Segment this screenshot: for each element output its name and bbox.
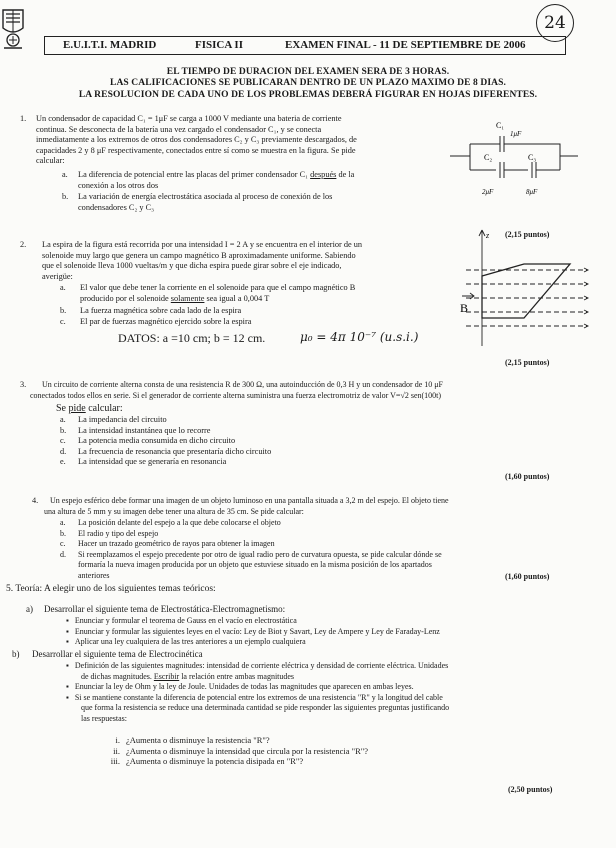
- field-b-label: B: [460, 301, 469, 315]
- problem-2a-text: El valor que debe tener la corriente en el solenoide para que el campo magnético B producido por el solenoide solamente sea igual a 0,004 T: [80, 283, 356, 303]
- list-item: ▪ Enunciar y formular el teorema de Gauss en el vacío en electrostática: [66, 616, 297, 625]
- problem-2c-label: c.: [60, 317, 66, 326]
- problem-4-line-1: Un espejo esférico debe formar una imagen de un objeto luminoso en una pantalla situada a 3,2 m del espejo. El objeto tiene: [50, 496, 449, 505]
- c1-value: 1μF: [510, 130, 522, 138]
- problem-4-line-2: una altura de 5 mm y su imagen debe tener una altura de 35 cm. Se pide calcular:: [44, 507, 304, 516]
- c1-label: C₁: [496, 121, 505, 130]
- problem-1-points: (2,15 puntos): [505, 230, 550, 239]
- list-item: ▪ Si se mantiene constante la diferencia de potencial entre los extremos de una resistencia "R" y la longitud del cable: [66, 692, 443, 702]
- problem-1-statement: [36, 114, 456, 167]
- problem-3-number: 3.: [20, 380, 27, 389]
- problem-2c-text: El par de fuerzas magnético ejercido sobre la espira: [80, 317, 252, 326]
- problem-2a-label: a.: [60, 283, 66, 292]
- problem-1-line: capacidades 2 y 8 μF respectivamente, conectados entre sí como se muestra en la figura. Se pide: [36, 145, 356, 155]
- list-item: ▪ Definición de las siguientes magnitudes: intensidad de corriente eléctrica y densidad de corriente eléctrica. Unidades: [66, 661, 449, 670]
- problem-4-items: a. La posición delante del espejo a la que debe colocarse el objeto b. El radio y tipo del espejo c. Hacer un trazado geométrico de rayos para obtener la imagen d. Si reemplazamos el espejo precedente por otro de igual radio pero de curvatura opuesta, se pide calcular dónde se formaría la nueva imagen producida por un objeto que estuviese situado en la misma posición de los apartados anteriores: [60, 518, 442, 580]
- problem-4-points: (1,60 puntos): [505, 572, 550, 581]
- school-name: E.U.I.T.I. MADRID: [63, 39, 157, 51]
- list-item: ▪ Enunciar la ley de Ohm y la ley de Joule. Unidades de todas las magnitudes que aparecen en ambas leyes.: [66, 682, 414, 691]
- problem-2-statement: La espira de la figura está recorrida por una intensidad I = 2 A y se encuentra en el interior de un solenoide muy largo que genera un campo magnético B aproximadamente uniforme. Sabiendo que el solenoide lleva 1000 vueltas/m y que dicha espira puede girar sobre el eje indicado, averigüe:: [42, 240, 363, 281]
- c2-value: 2μF: [482, 188, 494, 196]
- problem-3-line-2: conectados todos ellos en serie. Si el generador de corriente alterna suministra una fuerza electromotriz de valor V=√2 sen(100t): [30, 391, 442, 400]
- exam-title: EXAMEN FINAL - 11 DE SEPTIEMBRE DE 2006: [285, 39, 526, 51]
- problem-3-points: (1,60 puntos): [505, 472, 550, 481]
- loop-in-solenoid-figure: [460, 226, 592, 350]
- c3-value: 8μF: [526, 188, 538, 196]
- problem-1-number: 1.: [20, 114, 27, 123]
- c3-label: C₃: [528, 153, 537, 162]
- problem-2b-label: b.: [60, 306, 67, 315]
- problem-1-line: calcular:: [36, 156, 65, 165]
- theory-a-label: a): [26, 604, 33, 614]
- c2-label: C₂: [484, 153, 493, 162]
- axis-label: z: [486, 231, 490, 240]
- problem-5-title: 5. Teoría: A elegir uno de los siguientes temas teóricos:: [6, 584, 216, 594]
- list-item: d. Si reemplazamos el espejo precedente por otro de igual radio pero de curvatura opuesta, se pide calcular dónde se: [60, 549, 442, 559]
- exam-header-box: [44, 36, 566, 55]
- notice-separate-sheets: LA RESOLUCION DE CADA UNO DE LOS PROBLEMAS DEBERÁ FIGURAR EN HOJAS DIFERENTES.: [78, 90, 538, 100]
- list-item: c. Hacer un trazado geométrico de rayos para obtener la imagen: [60, 539, 275, 548]
- theory-a-items: [66, 616, 606, 648]
- list-item: ▪ Enunciar y formular las siguientes leyes en el vacío: Ley de Biot y Savart, Ley de Ampere y Ley de Faraday-Lenz: [66, 626, 440, 636]
- notice-duration: EL TIEMPO DE DURACION DEL EXAMEN SERA DE 3 HORAS.: [166, 67, 450, 77]
- problem-2-points: (2,15 puntos): [505, 358, 550, 367]
- handwritten-mu0-note: μ₀ = 4π 10⁻⁷ (u.s.i.): [300, 330, 419, 344]
- list-item: a. La posición delante del espejo a la que debe colocarse el objeto: [60, 518, 281, 527]
- problem-1-line: inmediatamente a los extremos de otros dos condensadores C₂ y C₃ previamente descargados, de: [36, 135, 357, 144]
- list-item: b. El radio y tipo del espejo: [60, 528, 159, 538]
- problem-1b-text: La variación de energía electrostática asociada al proceso de conexión de los condensadores C₂ y C₃: [78, 192, 333, 212]
- problem-3-items: [60, 415, 271, 468]
- list-item: b. La intensidad instantánea que lo recorre: [60, 425, 211, 435]
- list-item: c. La potencia media consumida en dicho circuito: [60, 436, 236, 445]
- notice-publication: LAS CALIFICACIONES SE PUBLICARAN DENTRO DE UN PLAZO MAXIMO DE 8 DIAS.: [110, 78, 506, 88]
- problem-1-line: Un condensador de capacidad C₁ = 1μF se carga a 1000 V mediante una bateria de corriente: [36, 114, 342, 123]
- problem-2-data: DATOS: a =10 cm; b = 12 cm.: [118, 331, 266, 345]
- capacitor-circuit-figure: [450, 114, 580, 200]
- theory-b-items: ▪ Definición de las siguientes magnitudes: intensidad de corriente eléctrica y densidad de corriente eléctrica. Unidades de dichas magnitudes. Escribir la relación entre ambas magnitudes ▪ Enunciar la ley de Ohm y la ley de Joule. Unidades de todas las magnitudes que aparecen en ambas leyes. ▪ Si se mantiene constante la diferencia de potencial entre los extremos de una resistencia "R" y la longitud del cable que forma la resistencia se reduce una determinada cantidad se pide responder las siguientes preguntas justificando las respuestas:: [66, 661, 611, 724]
- handwritten-page-number: 24: [536, 4, 574, 42]
- problem-3-request: Se pide calcular:: [56, 403, 123, 414]
- problem-5-points: (2,50 puntos): [508, 785, 553, 794]
- list-item: ▪ Aplicar una ley cualquiera de las tres anteriores a un ejemplo cualquiera: [66, 637, 306, 646]
- list-item: ii. ¿Aumenta o disminuye la intensidad que circula por la resistencia "R"?: [113, 745, 369, 756]
- list-item: i. ¿Aumenta o disminuye la resistencia "R"?: [115, 735, 270, 745]
- list-item: e. La intensidad que se generaría en resonancia: [60, 457, 227, 466]
- problem-3-line-1: Un circuito de corriente alterna consta de una resistencia R de 300 Ω, una autoinducción de 0,3 H y un condensador de 10 μF: [42, 380, 443, 389]
- list-item: d. La frecuencia de resonancia que presentaría dicho circuito: [60, 446, 272, 456]
- problem-2b-text: La fuerza magnética sobre cada lado de la espira: [80, 306, 242, 315]
- problem-4-number: 4.: [32, 496, 39, 505]
- list-item: a. La impedancia del circuito: [60, 415, 167, 424]
- problem-1a-text: La diferencia de potencial entre las placas del primer condensador C₁ después de la conexión a los otros dos: [78, 170, 355, 190]
- theory-questions: [100, 735, 368, 767]
- list-item: iii. ¿Aumenta o disminuye la potencia disipada en "R"?: [110, 756, 304, 766]
- theory-b-title: Desarrollar el siguiente tema de Electrocinética: [32, 649, 203, 659]
- subject-name: FISICA II: [195, 39, 243, 51]
- problem-1a-label: a.: [62, 170, 68, 179]
- problem-2-number: 2.: [20, 240, 27, 249]
- problem-1b-label: b.: [62, 192, 69, 201]
- problem-1-line: continua. Se desconecta de la batería una vez cargado el condensador C₁, y se conecta: [36, 124, 322, 134]
- theory-a-title: Desarrollar el siguiente tema de Electrostática-Electromagnetismo:: [44, 604, 286, 614]
- university-crest-logo: [0, 6, 26, 52]
- theory-b-label: b): [12, 649, 20, 659]
